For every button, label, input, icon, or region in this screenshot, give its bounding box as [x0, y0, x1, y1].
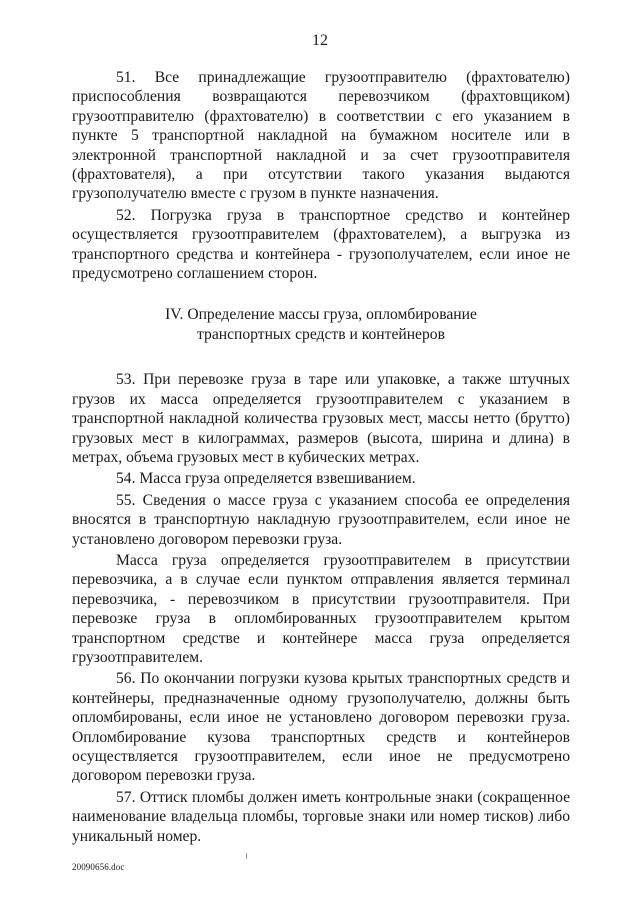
- paragraph-56: 56. По окончании погрузки кузова крытых транспортных средств и контейнеры, предназначенные одному грузополучателю, должны быть опломбированы, если иное не установлено договором перевозки груза. Опломбирование кузова транспортных средств и контейнеров осуществляется грузоотправителем, если иное не предусмотрено договором перевозки груза.: [72, 670, 570, 785]
- paragraph-54: 54. Масса груза определяется взвешиванием.: [116, 470, 416, 488]
- section-heading-line-2: транспортных средств и контейнеров: [197, 325, 445, 343]
- scan-mark: [246, 853, 247, 859]
- footer-filename: 20090656.doc: [72, 862, 125, 872]
- paragraph-55-cont: Масса груза определяется грузоотправителем в присутствии перевозчика, а в случае если пунктом отправления является терминал перевозчика, - перевозчиком в присутствии грузоотправителя. При перевозке груза в опломбированных грузоотправителем крытом транспортном средстве и контейнере масса груза определяется грузоотправителем.: [72, 551, 570, 666]
- paragraph-55: 55. Сведения о массе груза с указанием способа ее определения вносятся в транспортную накладную грузоотправителем, если иное не установлено договором перевозки груза.: [72, 491, 570, 548]
- section-heading-line-1: IV. Определение массы груза, опломбирование: [165, 306, 477, 324]
- paragraph-57: 57. Оттиск пломбы должен иметь контрольные знаки (сокращенное наименование владельца пломбы, торговые знаки или номер тисков) либо уникальный номер.: [72, 788, 570, 845]
- paragraph-51: 51. Все принадлежащие грузоотправителю (фрахтователю) приспособления возвращаются перевозчиком (фрахтовщиком) грузоотправителю (фрахтователю) в соответствии с его указанием в пункте 5 транспортной накладной на бумажном носителе или в электронной транспортной накладной и за счет грузоотправителя (фрахтователя), а при отсутствии такого указания выдаются грузополучателю вместе с грузом в пункте назначения.: [72, 69, 570, 203]
- document-body: [72, 68, 570, 848]
- page-number: 12: [312, 32, 328, 49]
- paragraph-52: 52. Погрузка груза в транспортное средство и контейнер осуществляется грузоотправителем (фрахтователем), а выгрузка из транспортного средства и контейнера - грузополучателем, если иное не предусмотрено соглашением сторон.: [72, 206, 570, 283]
- paragraph-53: 53. При перевозке груза в таре или упаковке, а также штучных грузов их масса определяется грузоотправителем с указанием в транспортной накладной количества грузовых мест, массы нетто (брутто) грузовых мест в килограммах, размеров (высота, ширина и длина) в метрах, объема грузовых мест в кубических метрах.: [72, 371, 570, 466]
- section-heading: [72, 305, 570, 344]
